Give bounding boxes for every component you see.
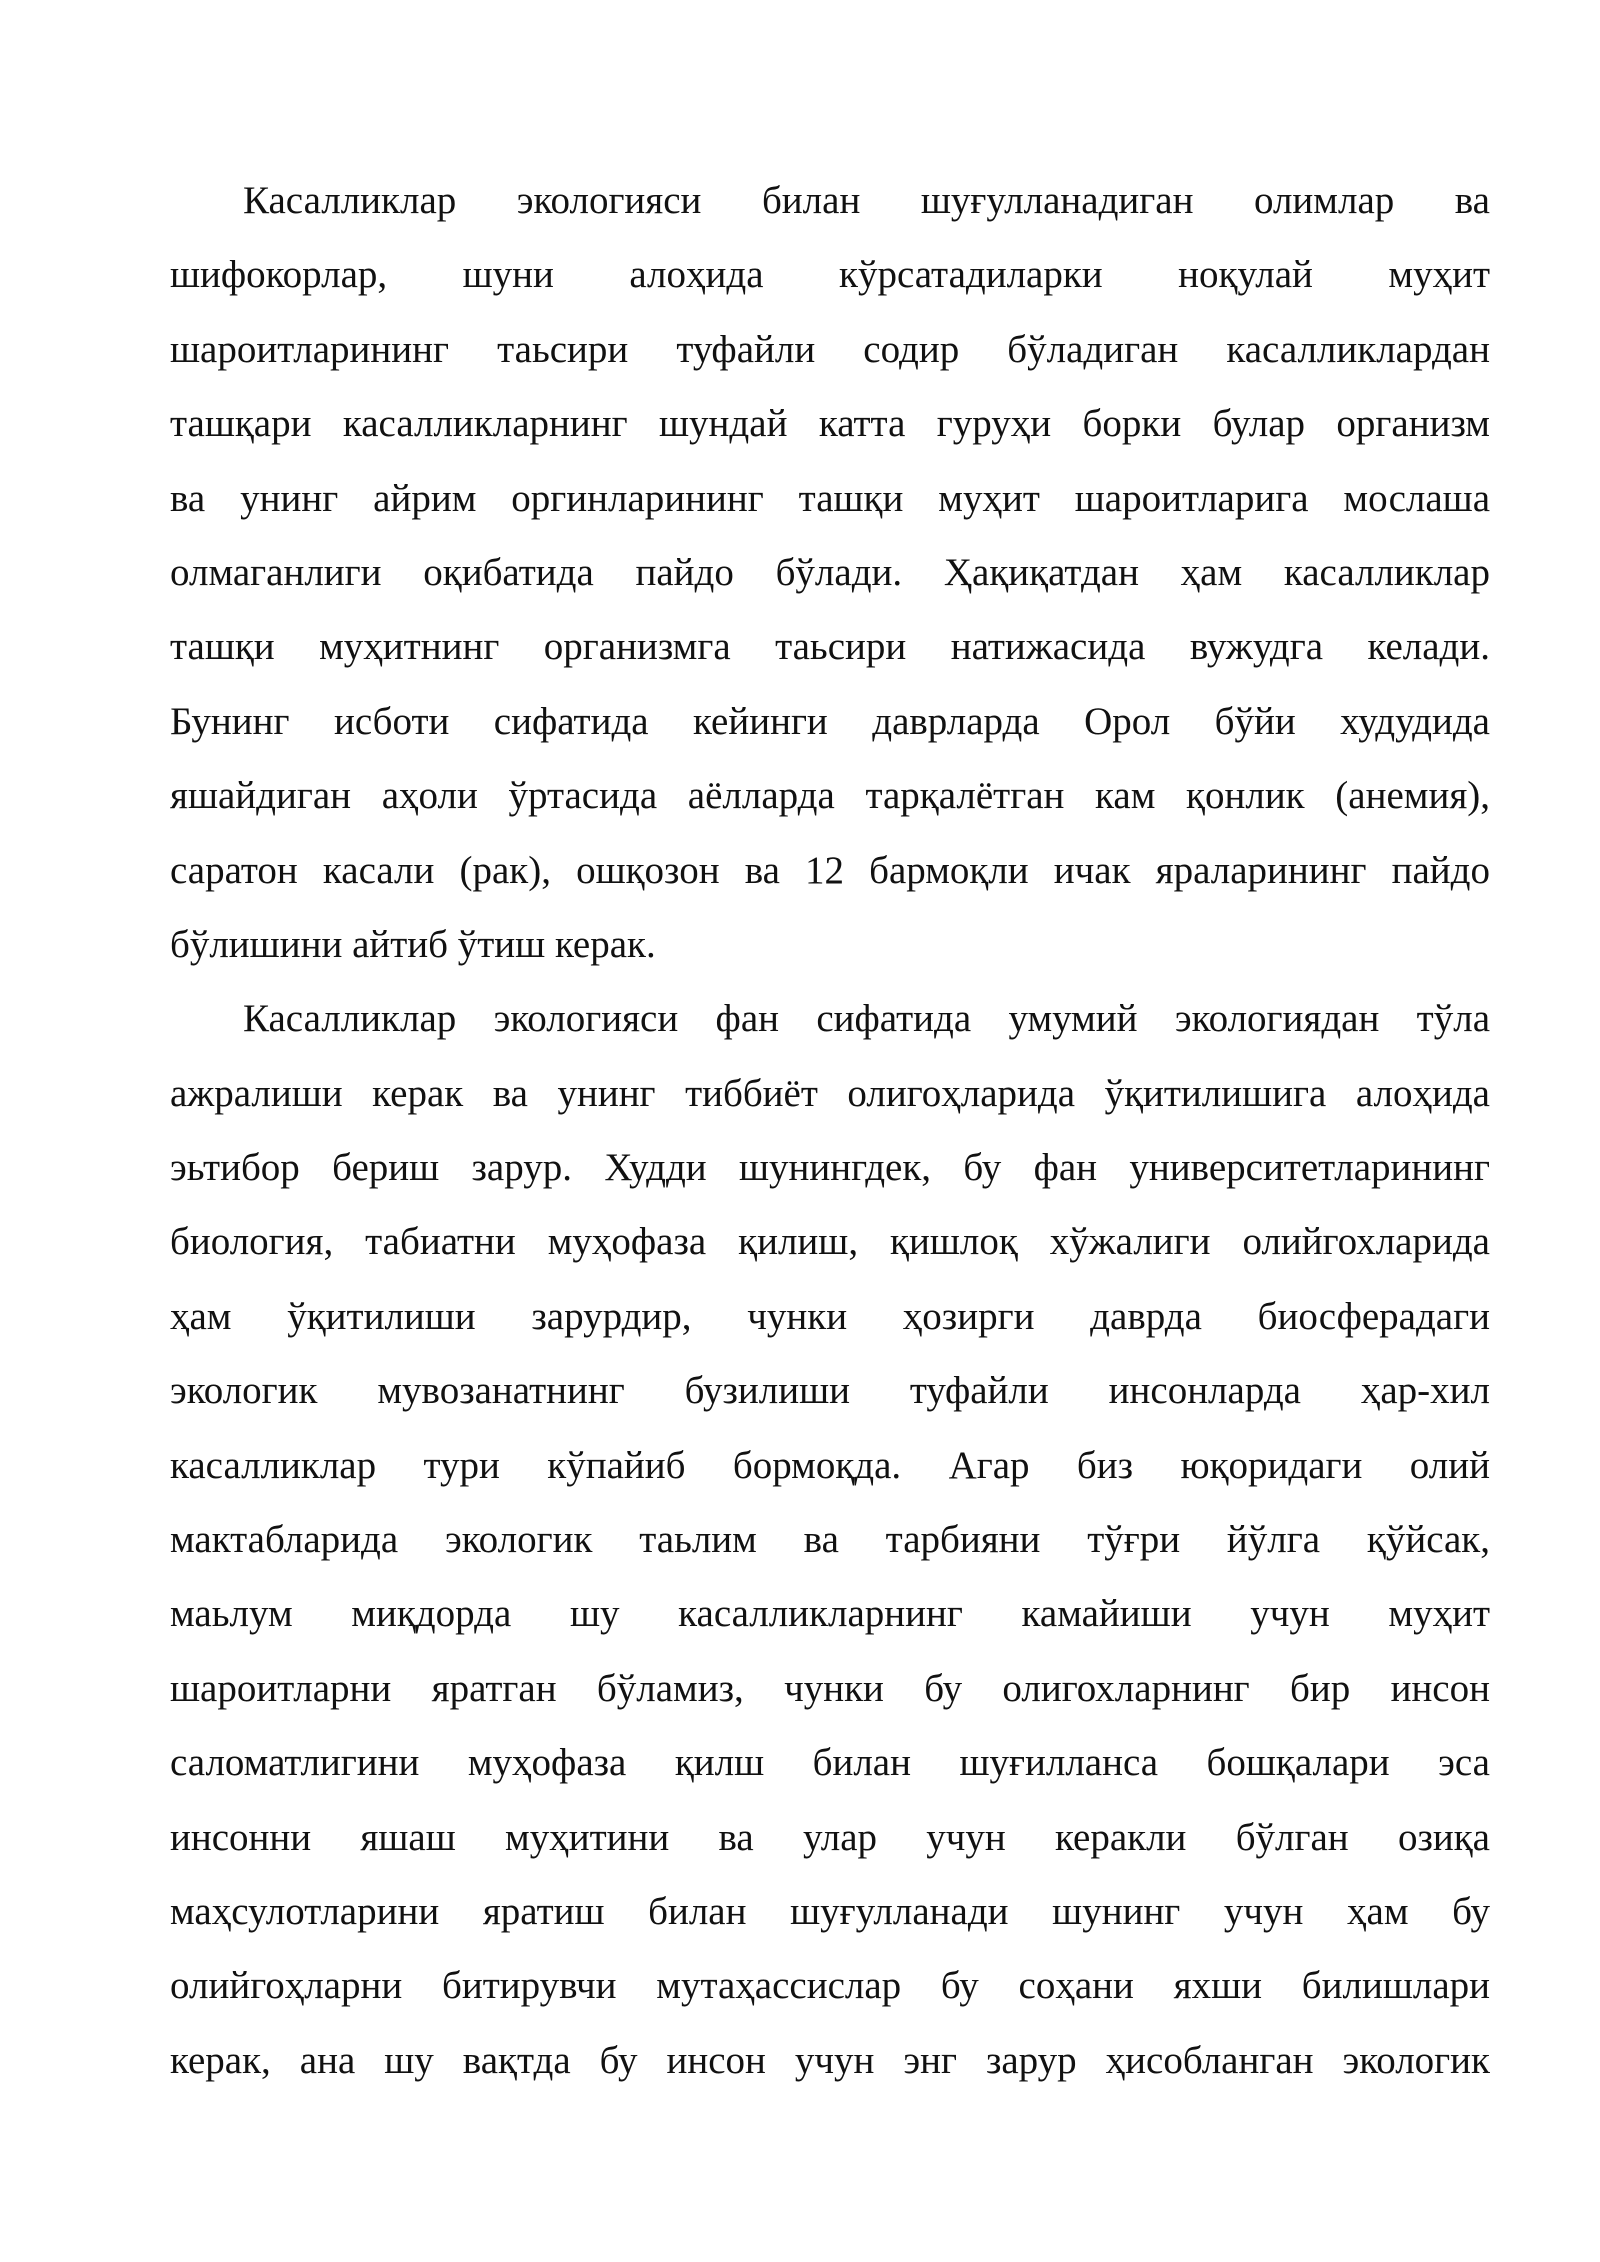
text-line: яшайдиган аҳоли ўртасида аёлларда тарқалётган кам қонлик (анемия), — [170, 774, 1490, 818]
text-line: ажралиши керак ва унинг тиббиёт олигоҳларида ўқитилишига алоҳида — [170, 1071, 1490, 1115]
text-line: Касалликлар экологияси фан сифатида умумий экологиядан тўла — [243, 997, 1490, 1041]
text-line: шароитларни яратган бўламиз, чунки бу олигохларнинг бир инсон — [170, 1666, 1490, 1710]
text-line: экологик мувозанатнинг бузилиши туфайли инсонларда ҳар-хил — [170, 1369, 1490, 1413]
text-line: эьтибор бериш зарур. Худди шунингдек, бу фан университетларининг — [170, 1146, 1490, 1190]
text-line: ташқи муҳитнинг организмга таьсири натижасида вужудга келади. — [170, 625, 1490, 669]
text-line: биология, табиатни муҳофаза қилиш, қишлоқ хўжалиги олийгохларида — [170, 1220, 1490, 1264]
text-line: ташқари касалликларнинг шундай катта гуруҳи борки булар организм — [170, 402, 1490, 446]
text-line: касалликлар тури кўпайиб бормоқда. Агар биз юқоридаги олий — [170, 1443, 1490, 1487]
text-line: керак, ана шу вақтда бу инсон учун энг зарур ҳисобланган экологик — [170, 2038, 1490, 2082]
document-body — [170, 164, 1490, 2098]
text-line: саратон касали (рак), ошқозон ва 12 бармоқли ичак яраларининг пайдо — [170, 848, 1490, 892]
text-line: маҳсулотларини яратиш билан шуғулланади шунинг учун ҳам бу — [170, 1889, 1490, 1933]
text-line: Касалликлар экологияси билан шуғулланадиган олимлар ва — [243, 179, 1490, 222]
text-line: ва унинг айрим оргинларининг ташқи муҳит шароитларига мослаша — [170, 476, 1490, 520]
text-line: инсонни яшаш муҳитини ва улар учун керакли бўлган озиқа — [170, 1815, 1490, 1859]
text-line: олийгоҳларни битирувчи мутаҳассислар бу соҳани яхши билишлари — [170, 1964, 1490, 2008]
text-line: саломатлигини муҳофаза қилш билан шуғилланса бошқалари эса — [170, 1741, 1490, 1785]
paragraph-1 — [170, 164, 1490, 982]
text-line: маьлум миқдорда шу касалликларнинг камайиши учун муҳит — [170, 1592, 1490, 1636]
text-line: мактабларида экологик таьлим ва тарбияни тўғри йўлга қўйсак, — [170, 1518, 1490, 1562]
text-line: бўлишини айтиб ўтиш керак. — [170, 922, 656, 966]
text-line: шароитларининг таьсири туфайли содир бўладиган касалликлардан — [170, 327, 1490, 371]
text-line: олмаганлиги оқибатида пайдо бўлади. Ҳақиқатдан ҳам касалликлар — [170, 550, 1490, 594]
paragraph-2 — [170, 982, 1490, 2098]
text-line: шифокорлар, шуни алоҳида кўрсатадиларки ноқулай муҳит — [170, 253, 1490, 297]
text-line: Бунинг исботи сифатида кейинги даврларда Орол бўйи худудида — [170, 699, 1490, 743]
text-line: ҳам ўқитилиши зарурдир, чунки ҳозирги даврда биосферадаги — [170, 1294, 1490, 1338]
